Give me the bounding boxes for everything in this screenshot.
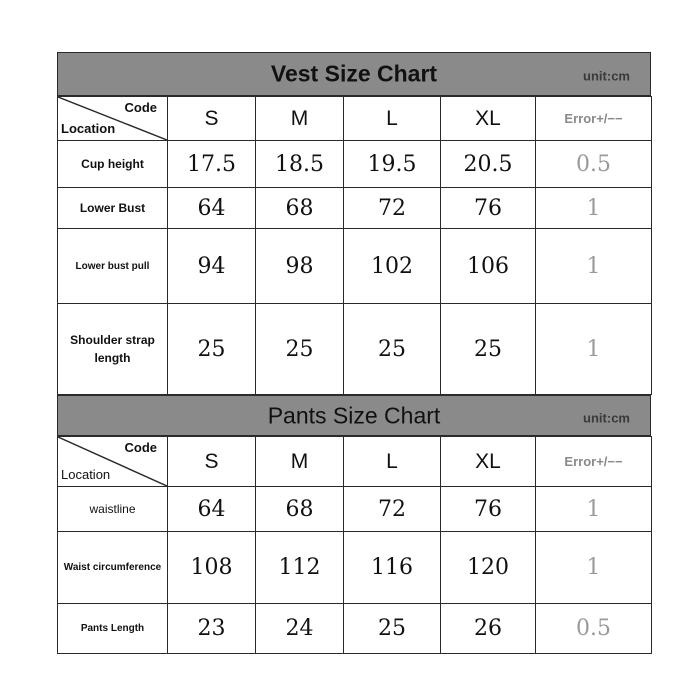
vest-size-chart (57, 52, 651, 395)
error-tolerance-header: Error+/−− (536, 97, 652, 141)
value-cell: 64 (168, 188, 256, 229)
row-label-cup-height: Cup height (58, 141, 168, 188)
value-cell: 26 (441, 604, 536, 654)
error-value-cell: 1 (536, 188, 652, 229)
table-row (58, 304, 652, 395)
size-header-l: L (344, 97, 441, 141)
value-cell: 24 (256, 604, 344, 654)
value-cell: 25 (344, 604, 441, 654)
pants-unit-label: unit:cm (583, 409, 630, 425)
value-cell: 25 (441, 304, 536, 395)
value-cell: 68 (256, 487, 344, 532)
vest-unit-label: unit:cm (583, 68, 630, 84)
table-row (58, 188, 652, 229)
table-row (58, 141, 652, 188)
size-header-s: S (168, 437, 256, 487)
vest-corner-cell (58, 97, 168, 141)
value-cell: 25 (256, 304, 344, 395)
vest-chart-header (57, 52, 651, 96)
pants-chart-header (57, 395, 651, 436)
table-row (58, 532, 652, 604)
value-cell: 120 (441, 532, 536, 604)
value-cell: 18.5 (256, 141, 344, 188)
corner-location-label: Location (61, 121, 116, 136)
pants-corner-cell (58, 437, 168, 487)
value-cell: 25 (168, 304, 256, 395)
error-tolerance-header: Error+/−− (536, 437, 652, 487)
pants-size-table (57, 436, 652, 654)
value-cell: 64 (168, 487, 256, 532)
size-header-xl: XL (441, 97, 536, 141)
value-cell: 23 (168, 604, 256, 654)
table-row (58, 487, 652, 532)
value-cell: 98 (256, 229, 344, 304)
pants-header-row (58, 437, 652, 487)
value-cell: 72 (344, 188, 441, 229)
value-cell: 25 (344, 304, 441, 395)
value-cell: 76 (441, 188, 536, 229)
value-cell: 76 (441, 487, 536, 532)
corner-code-label: Code (124, 100, 157, 115)
table-row (58, 229, 652, 304)
row-label-waistline: waistline (58, 487, 168, 532)
error-value-cell: 1 (536, 229, 652, 304)
corner-location-label: Location (61, 467, 111, 482)
row-label-lower-bust: Lower Bust (58, 188, 168, 229)
error-value-cell: 0.5 (536, 141, 652, 188)
size-header-m: M (256, 437, 344, 487)
size-header-xl: XL (441, 437, 536, 487)
row-label-pants-length: Pants Length (58, 604, 168, 654)
error-value-cell: 0.5 (536, 604, 652, 654)
corner-code-label: Code (124, 440, 157, 455)
value-cell: 116 (344, 532, 441, 604)
vest-chart-title: Vest Size Chart (270, 60, 438, 87)
value-cell: 68 (256, 188, 344, 229)
value-cell: 72 (344, 487, 441, 532)
value-cell: 94 (168, 229, 256, 304)
value-cell: 102 (344, 229, 441, 304)
row-label-lower-bust-pull: Lower bust pull (58, 229, 168, 304)
size-header-l: L (344, 437, 441, 487)
size-header-m: M (256, 97, 344, 141)
value-cell: 112 (256, 532, 344, 604)
value-cell: 19.5 (344, 141, 441, 188)
pants-size-chart (57, 395, 651, 654)
error-value-cell: 1 (536, 304, 652, 395)
value-cell: 108 (168, 532, 256, 604)
row-label-waist-circumference: Waist circumference (58, 532, 168, 604)
table-row (58, 604, 652, 654)
error-value-cell: 1 (536, 487, 652, 532)
vest-header-row (58, 97, 652, 141)
size-header-s: S (168, 97, 256, 141)
row-label-shoulder-strap-length: Shoulder strap length (58, 304, 168, 395)
error-value-cell: 1 (536, 532, 652, 604)
value-cell: 106 (441, 229, 536, 304)
pants-chart-title: Pants Size Chart (267, 402, 441, 428)
value-cell: 20.5 (441, 141, 536, 188)
vest-size-table (57, 96, 652, 395)
value-cell: 17.5 (168, 141, 256, 188)
